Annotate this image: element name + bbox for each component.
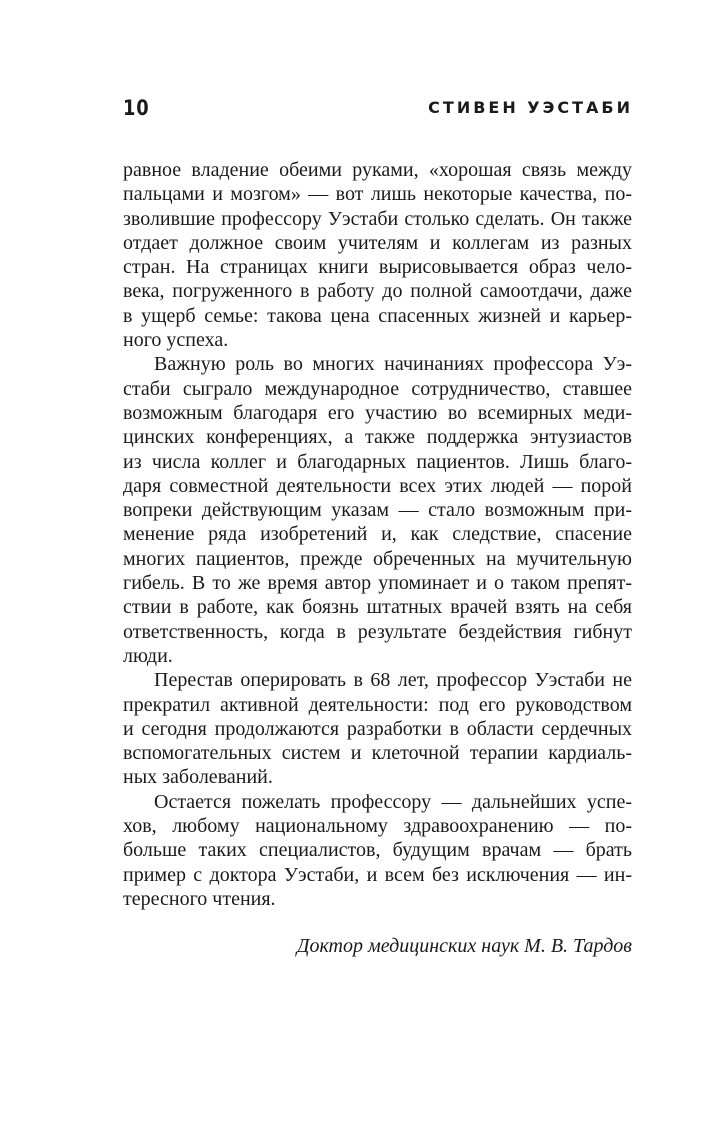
paragraph xyxy=(123,668,632,789)
text-line: вопреки действующим указам — стало возможным при- xyxy=(123,499,632,522)
text-line: возможным благодаря его участию во всемирных меди- xyxy=(123,401,632,424)
running-title: СТИВЕН УЭСТАБИ xyxy=(428,98,633,117)
text-line: больше таких специалистов, будущим врачам — брать xyxy=(123,839,632,862)
text-line: и сегодня продолжаются разработки в области сердечных xyxy=(123,717,632,740)
page-header xyxy=(123,96,633,126)
author-signature: Доктор медицинских наук М. В. Тардов xyxy=(296,935,632,957)
text-line: прекратил активной деятельности: под его руководством xyxy=(123,693,632,716)
text-line: Остается пожелать профессору — дальнейших успе- xyxy=(154,790,632,813)
page-number: 10 xyxy=(123,96,150,120)
paragraph xyxy=(123,158,632,352)
text-line: века, погруженного в работу до полной самоотдачи, даже xyxy=(123,280,632,303)
text-line: Перестав оперировать в 68 лет, профессор Уэстаби не xyxy=(154,669,632,692)
text-line: вспомогательных систем и клеточной терапии кардиаль- xyxy=(123,742,632,765)
text-line: Важную роль во многих начинаниях профессора Уэ- xyxy=(154,353,632,376)
text-line: менение ряда изобретений и, как следствие, спасение xyxy=(123,523,632,546)
text-line: отдает должное своим учителям и коллегам из разных xyxy=(123,231,632,254)
text-line: ного успеха. xyxy=(123,329,229,352)
text-line: из числа коллег и благодарных пациентов. Лишь благо- xyxy=(123,450,632,473)
text-line: многих пациентов, прежде обреченных на мучительную xyxy=(123,547,632,570)
text-line: даря совместной деятельности всех этих людей — порой xyxy=(123,474,632,497)
text-line: тересного чтения. xyxy=(123,887,276,910)
text-line: зволившие профессору Уэстаби столько сделать. Он также xyxy=(123,207,632,230)
text-line: ных заболеваний. xyxy=(123,766,273,789)
text-line: пальцами и мозгом» — вот лишь некоторые качества, по- xyxy=(123,183,632,206)
text-line: в ущерб семье: такова цена спасенных жизней и карьер- xyxy=(123,304,632,327)
text-line: хов, любому национальному здравоохранению — по- xyxy=(123,815,632,838)
paragraph xyxy=(123,790,632,911)
text-line: ствии в работе, как боязнь штатных врачей взять на себя xyxy=(123,596,632,619)
text-line: пример с доктора Уэстаби, и всем без исключения — ин- xyxy=(123,863,632,886)
text-line: стаби сыграло международное сотрудничество, ставшее xyxy=(123,377,632,400)
text-line: стран. На страницах книги вырисовывается образ чело- xyxy=(123,256,632,279)
text-line: люди. xyxy=(123,644,173,667)
text-line: ответственность, когда в результате бездействия гибнут xyxy=(123,620,632,643)
body-text xyxy=(123,158,632,911)
text-line: гибель. В то же время автор упоминает и о таком препят- xyxy=(123,572,632,595)
paragraph xyxy=(123,352,632,668)
text-line: цинских конференциях, а также поддержка энтузиастов xyxy=(123,426,632,449)
text-line: равное владение обеими руками, «хорошая связь между xyxy=(123,159,632,181)
